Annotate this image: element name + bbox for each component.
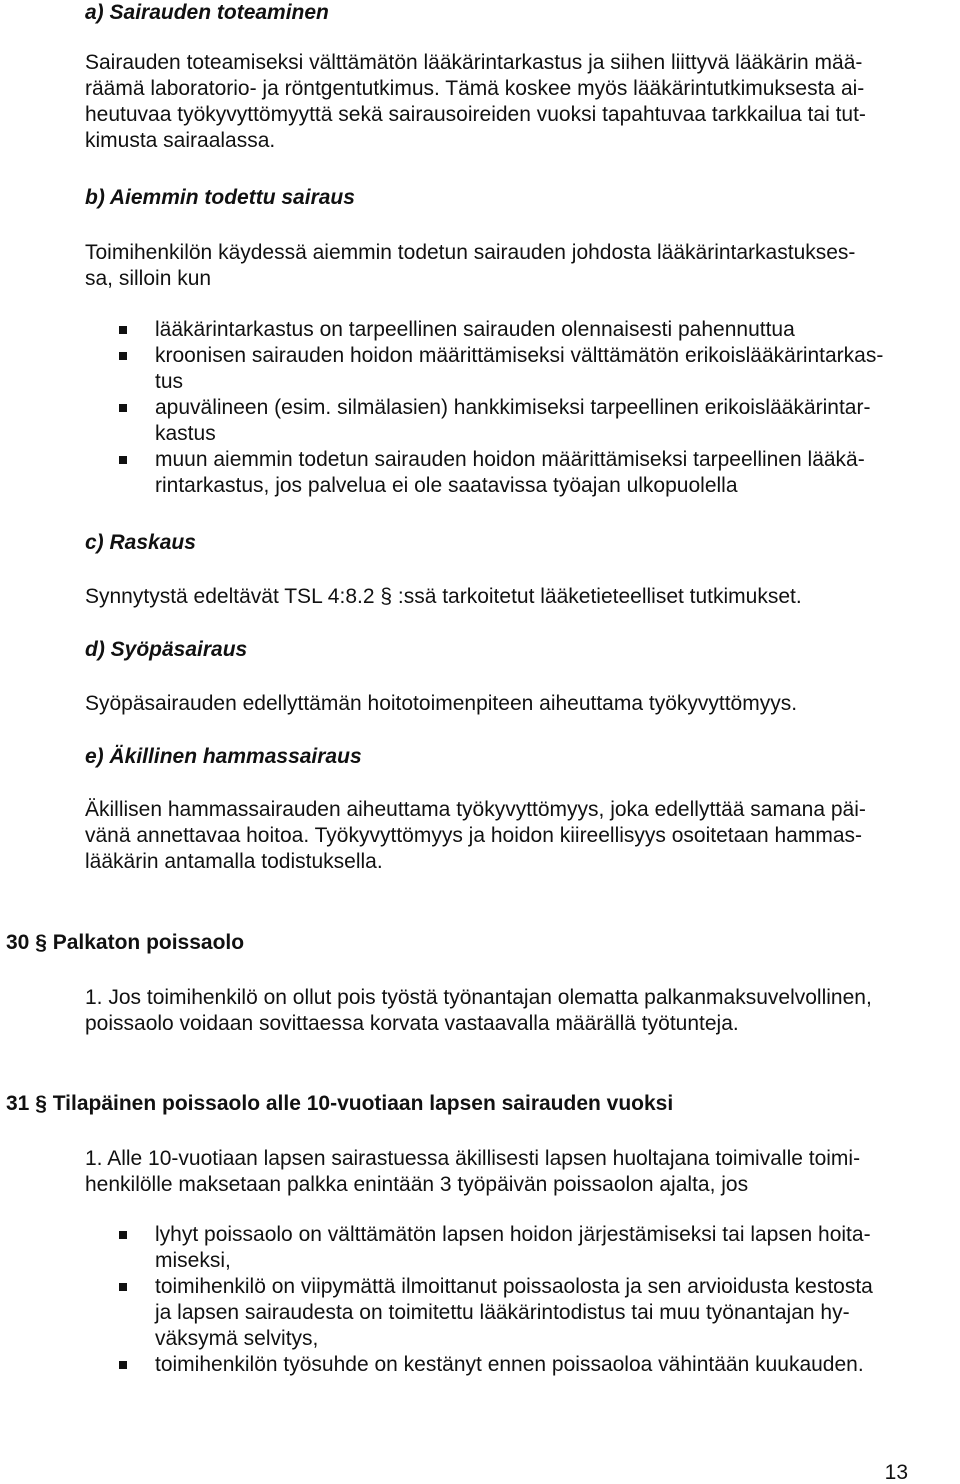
section-a-text [85,50,947,154]
list-item [85,1274,947,1352]
section-d-text: Syöpäsairauden edellyttämän hoitotoimenpiteen aiheuttama työkyvyttömyys. [85,692,798,715]
text-line: rintarkastus, jos palvelua ei ole saatavissa työajan ulkopuolella [155,474,738,497]
bullet-square-icon [119,1283,127,1291]
bullet-square-icon [119,1231,127,1239]
text-line: Sairauden toteamiseksi välttämätön lääkärintarkastus ja siihen liittyvä lääkärin mää- [85,51,863,74]
text-line: toimihenkilön työsuhde on kestänyt ennen poissaoloa vähintään kuukauden. [155,1353,864,1376]
section-30-heading: 30 § Palkaton poissaolo [6,931,245,954]
page-number: 13 [884,1461,908,1484]
text-line: toimihenkilö on viipymättä ilmoittanut poissaolosta ja sen arvioidusta kestosta [155,1275,873,1298]
bullet-square-icon [119,352,127,360]
section-b-bullet-list [85,317,947,499]
section-c-heading: c) Raskaus [85,531,196,554]
text-line: kimusta sairaalassa. [85,129,276,152]
list-item [85,447,947,499]
list-item [85,343,947,395]
text-line: muun aiemmin todetun sairauden hoidon määrittämiseksi tarpeellinen lääkä- [155,448,865,471]
text-line: lyhyt poissaolo on välttämätön lapsen hoidon järjestämiseksi tai lapsen hoita- [155,1223,871,1246]
section-30-text [85,985,947,1037]
section-31-intro [85,1146,947,1198]
text-line: 1. Jos toimihenkilö on ollut pois työstä työnantajan olematta palkanmaksuvelvollinen, [85,986,872,1009]
text-line: poissaolo voidaan sovittaessa korvata vastaavalla määrällä työtunteja. [85,1012,739,1035]
section-a-heading: a) Sairauden toteaminen [85,1,329,24]
section-b-heading: b) Aiemmin todettu sairaus [85,186,355,209]
list-item [85,395,947,447]
text-line: sa, silloin kun [85,267,212,290]
text-line: tus [155,370,184,393]
list-item [85,1352,947,1378]
section-e-text [85,797,947,875]
section-31-bullet-list [85,1222,947,1378]
text-line: lääkärintarkastus on tarpeellinen sairauden olennaisesti pahennuttua [155,318,795,341]
text-line: heutuvaa työkyvyttömyyttä sekä sairausoireiden vuoksi tapahtuvaa tarkkailua tai tut- [85,103,866,126]
text-line: 1. Alle 10-vuotiaan lapsen sairastuessa äkillisesti lapsen huoltajana toimivalle toimi- [85,1147,861,1170]
text-line: apuvälineen (esim. silmälasien) hankkimiseksi tarpeellinen erikoislääkärintar- [155,396,871,419]
section-b-intro [85,240,947,292]
text-line: vänä annettavaa hoitoa. Työkyvyttömyys ja hoidon kiireellisyys osoitetaan hammas- [85,824,863,847]
text-line: räämä laboratorio- ja röntgentutkimus. Tämä koskee myös lääkärintutkimuksesta ai- [85,77,865,100]
section-d-heading: d) Syöpäsairaus [85,638,248,661]
text-line: henkilölle maksetaan palkka enintään 3 työpäivän poissaolon ajalta, jos [85,1173,749,1196]
section-e-heading: e) Äkillinen hammassairaus [85,745,362,768]
text-line: Toimihenkilön käydessä aiemmin todetun sairauden johdosta lääkärintarkastukses- [85,241,856,264]
list-item [85,317,947,343]
text-line: kastus [155,422,216,445]
list-item [85,1222,947,1274]
bullet-square-icon [119,456,127,464]
text-line: ja lapsen sairaudesta on toimitettu lääkärintodistus tai muu työnantajan hy- [155,1301,850,1324]
text-line: lääkärin antamalla todistuksella. [85,850,383,873]
bullet-square-icon [119,326,127,334]
section-c-text: Synnytystä edeltävät TSL 4:8.2 § :ssä tarkoitetut lääketieteelliset tutkimukset. [85,585,802,608]
text-line: väksymä selvitys, [155,1327,319,1350]
section-31-heading: 31 § Tilapäinen poissaolo alle 10-vuotiaan lapsen sairauden vuoksi [6,1092,674,1115]
bullet-square-icon [119,404,127,412]
text-line: miseksi, [155,1249,231,1272]
bullet-square-icon [119,1361,127,1369]
text-line: kroonisen sairauden hoidon määrittämiseksi välttämätön erikoislääkärintarkas- [155,344,884,367]
text-line: Äkillisen hammassairauden aiheuttama työkyvyttömyys, joka edellyttää samana päi- [85,798,866,821]
